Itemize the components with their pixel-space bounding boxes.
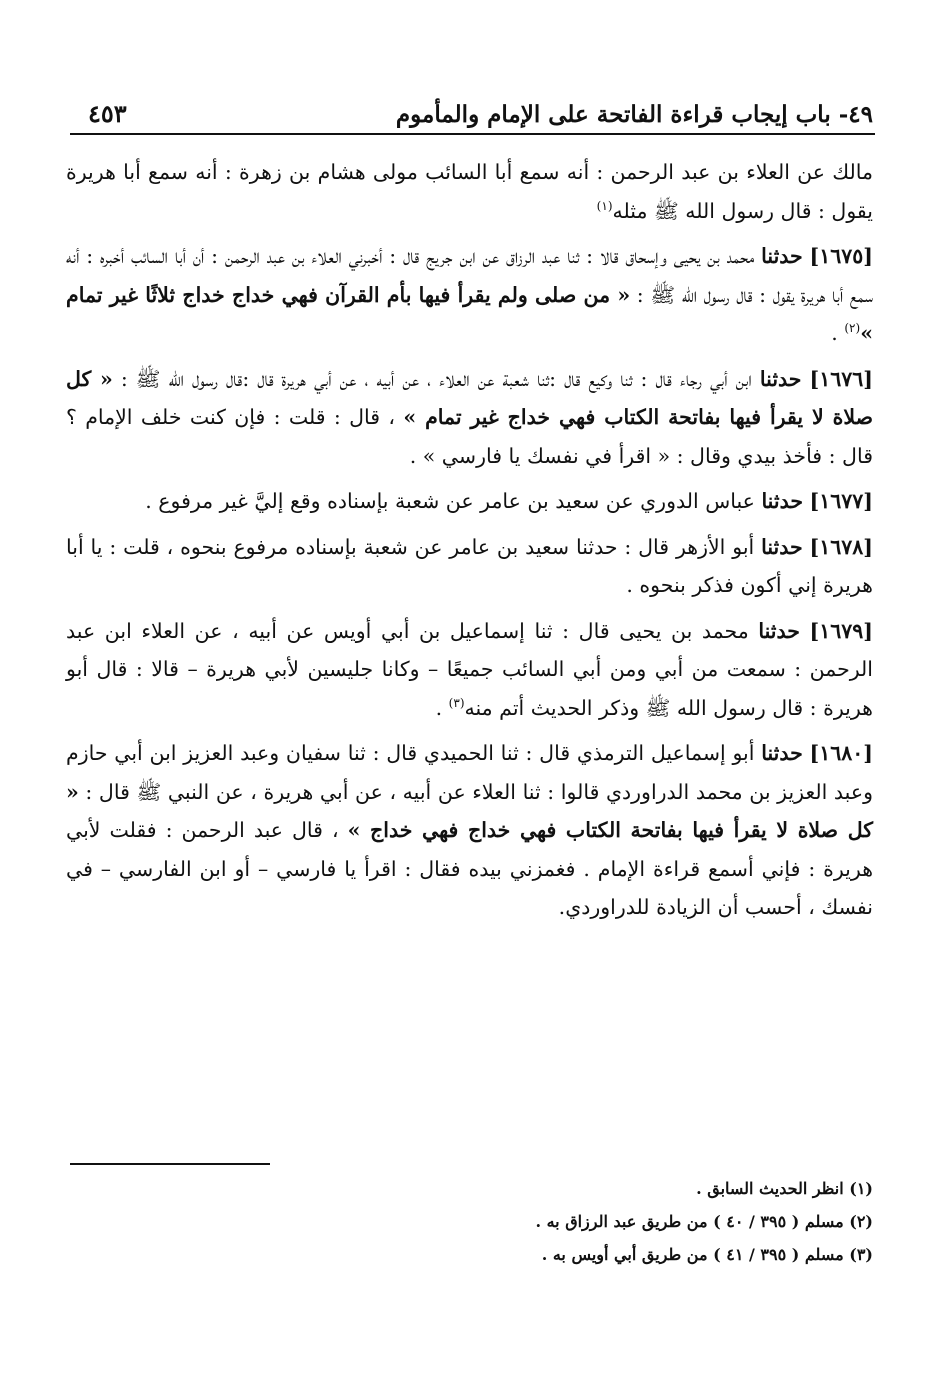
hadith-number: [١٦٧٩] — [809, 618, 873, 643]
paragraph-intro — [66, 153, 873, 230]
footnote-marker: (٢) — [844, 321, 861, 336]
hadith-1676 — [66, 360, 873, 476]
hadith-number: [١٦٧٨] — [809, 534, 873, 559]
hadith-number: [١٦٨٠] — [809, 741, 873, 765]
footnote-item: (٣) مسلم ( ٣٩٥ / ٤١ ) من طريق أبي أويس به . — [541, 1245, 873, 1264]
hadith-number: [١٦٧٧] — [809, 489, 873, 513]
hadith-1675 — [66, 237, 873, 353]
footnote-item: (١) انظر الحديث السابق . — [696, 1179, 873, 1198]
hadith-1679 — [66, 612, 873, 728]
hadith-quote: « من صلى ولم يقرأ فيها بأم القرآن فهي خداج خداج ثلاثًا غير تمام » — [66, 282, 873, 345]
hadith-quote: « كل صلاة لا يقرأ فيها بفاتحة الكتاب فهي خداج فهي خداج » — [66, 779, 873, 842]
hadith-chain: أبو الأزهر قال : حدثنا سعيد بن عامر عن شعبة بإسناده مرفوع بنحوه ، قلت : يا أبا هريرة إني أكون فذكر بنحوه . — [66, 534, 873, 597]
footnote-rule — [70, 1163, 270, 1165]
hadith-chain: محمد بن يحيى وإسحاق قالا : ثنا عبد الرزاق عن ابن جريج قال : أخبرني العلاء بن عبد الرحمن : أن أبا السائب أخبره : أنه سمع أبا هريرة يقول : قال رسول الله ﷺ : — [66, 244, 873, 307]
chapter-title: ٤٩- باب إيجاب قراءة الفاتحة على الإمام والمأموم — [395, 101, 873, 128]
hadith-lead-word: حدثنا — [758, 618, 800, 643]
footnote-marker: (٣) — [448, 695, 465, 710]
main-text — [66, 153, 873, 934]
hadith-lead-word: حدثنا — [759, 366, 802, 391]
hadith-quote: « كل صلاة لا يقرأ فيها بفاتحة الكتاب فهي خداج غير تمام » — [66, 366, 873, 429]
hadith-number: [١٦٧٥] — [809, 244, 873, 268]
paragraph-text: مالك عن العلاء بن عبد الرحمن : أنه سمع أبا السائب مولى هشام بن زهرة : أنه سمع أبا هريرة يقول : قال رسول الله ﷺ مثله — [66, 160, 873, 223]
hadith-lead-word: حدثنا — [761, 741, 803, 765]
hadith-tail: ، قال عبد الرحمن : فقلت لأبي هريرة : فإني أسمع قراءة الإمام . فغمزني بيده فقال : اقرأ يا فارسي – أو ابن الفارسي – في نفسك ، أحسب أن الزيادة للدراوردي. — [66, 818, 873, 919]
hadith-tail: . — [435, 695, 443, 720]
hadith-1678 — [66, 528, 873, 605]
page-number: ٤٥٣ — [88, 99, 127, 128]
hadith-chain: أبو إسماعيل الترمذي قال : ثنا الحميدي قال : ثنا سفيان وعبد العزيز ابن أبي حازم وعبد العزيز بن محمد الدراوردي قالوا : ثنا العلاء عن أبيه ، عن أبي هريرة ، عن النبي ﷺ قال : — [66, 741, 873, 804]
hadith-1680 — [66, 734, 873, 927]
hadith-1677 — [66, 482, 873, 521]
hadith-chain: محمد بن يحيى قال : ثنا إسماعيل بن أبي أويس عن أبيه ، عن العلاء ابن عبد الرحمن : سمعت من أبي ومن أبي السائب جميعًا – وكانا جليسين لأبي هريرة – قالا : قال أبو هريرة : قال رسول الله ﷺ وذكر الحديث أتم منه — [66, 618, 873, 720]
hadith-number: [١٦٧٦] — [809, 366, 873, 391]
hadith-tail: . — [831, 321, 838, 345]
hadith-lead-word: حدثنا — [761, 244, 803, 268]
footnotes — [70, 1172, 873, 1271]
hadith-tail: ، قال : قلت : فإن كنت خلف الإمام ؟ قال : فأخذ بيدي وقال : « اقرأ في نفسك يا فارسي » . — [66, 405, 873, 468]
hadith-chain: ابن أبي رجاء قال : ثنا وكيع قال :ثنا شعبة عن العلاء ، عن أبيه ، عن أبي هريرة قال :قال رسول الله ﷺ : — [120, 366, 752, 391]
hadith-lead-word: حدثنا — [761, 489, 804, 513]
page-header — [88, 78, 873, 128]
footnote-item: (٢) مسلم ( ٣٩٥ / ٤٠ ) من طريق عبد الرزاق به . — [535, 1212, 873, 1231]
hadith-chain: عباس الدوري عن سعيد بن عامر عن شعبة بإسناده وقع إليَّ غير مرفوع . — [145, 489, 755, 513]
hadith-lead-word: حدثنا — [761, 534, 803, 559]
header-rule — [70, 133, 875, 135]
footnote-marker: (١) — [596, 198, 613, 213]
